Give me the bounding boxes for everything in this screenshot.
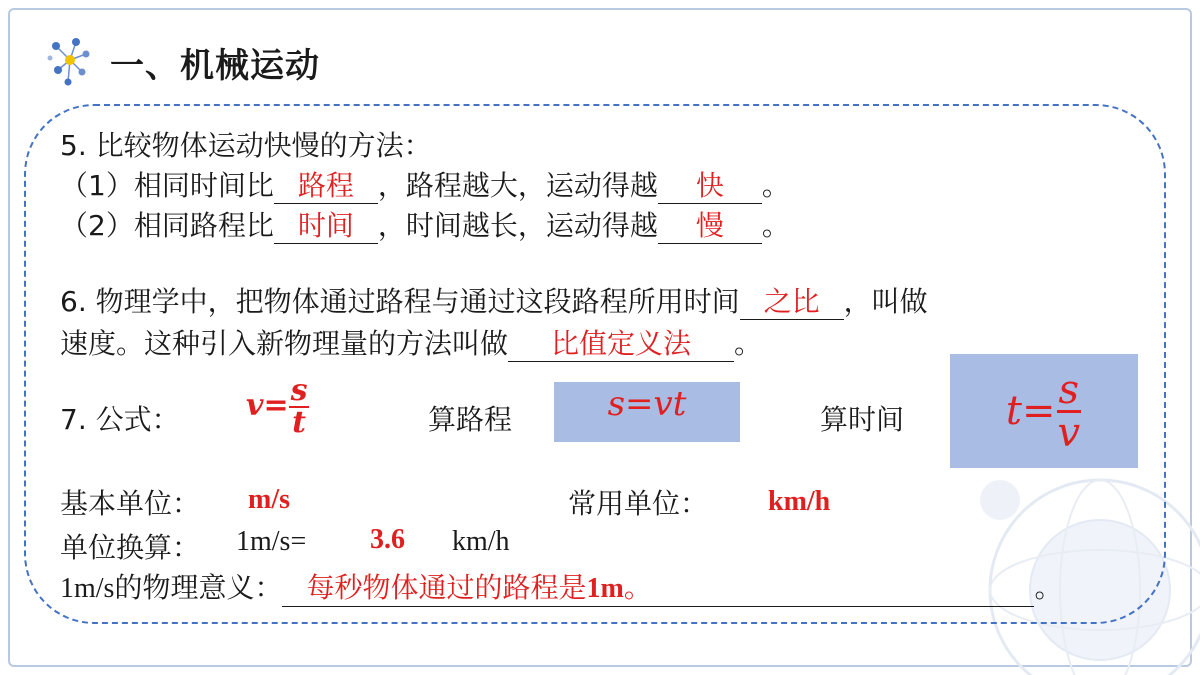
- time-label: 算时间: [820, 403, 905, 436]
- common-unit-label: 常用单位：: [568, 487, 709, 520]
- time-formula: [950, 356, 1138, 466]
- answer-blank: 比值定义法: [508, 327, 734, 362]
- unit-conversion-lhs: 1m/s=: [236, 526, 307, 557]
- basic-unit-value: m/s: [248, 484, 290, 515]
- unit-conversion-label: 单位换算：: [60, 531, 201, 564]
- answer-blank: 路程: [274, 169, 378, 204]
- item5-line1-c: ，路程越大，运动得越: [377, 169, 658, 202]
- distance-label: 算路程: [428, 403, 513, 436]
- item6-line1-a: 6. 物理学中，把物体通过路程与通过这段路程所用时间: [60, 285, 740, 318]
- fraction-s-over-t: [289, 373, 310, 440]
- answer-blank: 之比: [740, 285, 844, 320]
- item6-line1: [60, 280, 928, 320]
- physical-meaning-line: [60, 566, 1063, 607]
- item5-line1-a: （1）相同时间比: [60, 169, 274, 202]
- item5-line1-d: 。: [761, 169, 790, 202]
- fraction-denominator: v: [1057, 409, 1081, 456]
- physical-meaning-value-b: 1m: [586, 573, 624, 604]
- fraction-numerator: s: [1058, 366, 1080, 413]
- item5-line2-a: （2）相同路程比: [60, 209, 274, 242]
- item6-line1-c: ，叫做: [843, 285, 928, 318]
- physical-meaning-lhs: 1m/s: [60, 573, 115, 604]
- answer-blank: 快: [658, 169, 762, 204]
- item6-line2-c: 。: [734, 327, 763, 360]
- answer-blank: 时间: [274, 209, 378, 244]
- basic-unit-label: 基本单位：: [60, 487, 201, 520]
- item5-heading: 5. 比较物体运动快慢的方法：: [60, 129, 432, 162]
- molecule-network-icon: [46, 30, 94, 90]
- velocity-formula: [246, 373, 309, 440]
- answer-blank: [282, 571, 1034, 607]
- formula-v: v: [246, 388, 264, 423]
- item5-line2-d: 。: [761, 209, 790, 242]
- distance-formula: s=vt: [607, 384, 687, 424]
- physical-meaning-value-c: 。: [623, 571, 652, 604]
- fraction-s-over-v: [1055, 366, 1082, 456]
- item5-line1: [60, 164, 790, 204]
- page-title: 一、机械运动: [110, 46, 320, 86]
- physical-meaning-end: 。: [1034, 571, 1063, 604]
- common-unit-value: km/h: [768, 486, 831, 517]
- physical-meaning-value-a: 每秒物体通过的路程是: [306, 571, 587, 604]
- answer-blank: 慢: [658, 209, 762, 244]
- item6-line2-a: 速度。这种引入新物理量的方法叫做: [60, 327, 509, 360]
- physical-meaning-label: 的物理意义：: [114, 571, 283, 604]
- item5-line2-c: ，时间越长，运动得越: [377, 209, 658, 242]
- time-formula-lhs: t=: [1005, 388, 1056, 434]
- item5-line2: [60, 204, 790, 244]
- item7-label: 7. 公式：: [60, 403, 180, 436]
- fraction-denominator: t: [292, 405, 306, 440]
- formula-eq: =: [263, 388, 289, 423]
- fraction-numerator: s: [290, 373, 308, 408]
- unit-conversion-unit: km/h: [452, 526, 510, 557]
- item6-line2: [60, 322, 762, 362]
- unit-conversion-value: 3.6: [370, 524, 405, 555]
